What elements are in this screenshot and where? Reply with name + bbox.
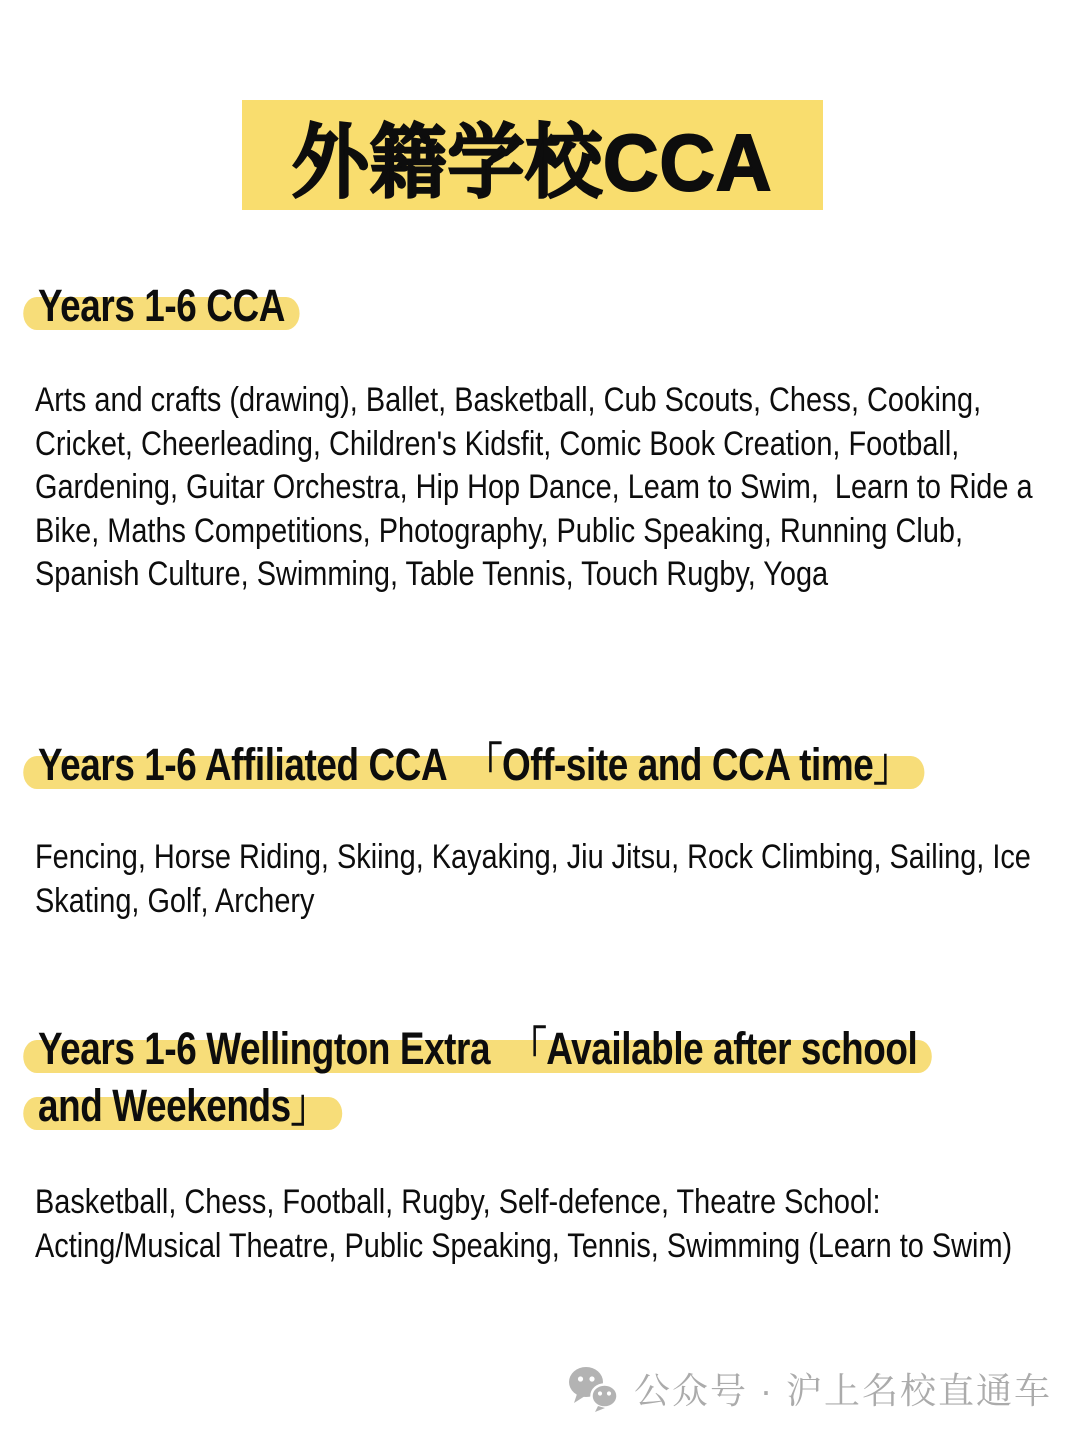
heading-line: Years 1-6 Affiliated CCA 「Off-site and CCA time」 — [38, 739, 910, 790]
page-title: 外籍学校CCA — [292, 117, 773, 207]
section-heading-wellington-extra — [38, 1023, 918, 1131]
section-heading-years-1-6-cca — [38, 280, 285, 331]
heading-line: Years 1-6 CCA — [38, 280, 285, 331]
watermark-text: 公众号 · 沪上名校直通车 — [634, 1370, 1052, 1411]
activity-list-wellington-extra: Basketball, Chess, Football, Rugby, Self-defence, Theatre School: Acting/Musical Theatre, Public Speaking, Tennis, Swimming (Learn to Swim) — [35, 1183, 1013, 1265]
watermark — [568, 1363, 1052, 1414]
heading-line: and Weekends」 — [38, 1080, 328, 1131]
activity-list-affiliated-cca: Fencing, Horse Riding, Skiing, Kayaking, Jiu Jitsu, Rock Climbing, Sailing, Ice Skating, Golf, Archery — [35, 838, 1039, 920]
section-heading-affiliated-cca — [38, 739, 910, 790]
wechat-icon — [568, 1366, 620, 1412]
heading-line: Years 1-6 Wellington Extra 「Available after school — [38, 1023, 918, 1074]
activity-list-years-1-6-cca: Arts and crafts (drawing), Ballet, Basketball, Cub Scouts, Chess, Cooking, Cricket, Cheerleading, Children's Kidsfit, Comic Book Creation, Football, Gardening, Guitar Orchestra, Hip Hop Dance, Leam to Swim, Learn to Ride a Bike, Maths Competitions, Photography, Public Speaking, Running Club, Spanish Culture, Swimming, Table Tennis, Touch Rugby, Yoga — [35, 381, 1041, 593]
title-banner — [242, 100, 823, 210]
